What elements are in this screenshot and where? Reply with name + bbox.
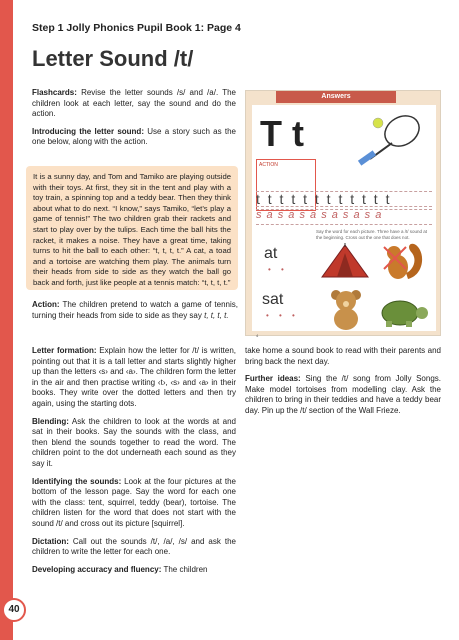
- formation-heading: Letter formation:: [32, 346, 97, 355]
- page-header: Step 1 Jolly Phonics Pupil Book 1: Page 4: [32, 22, 241, 34]
- introducing-heading: Introducing the letter sound:: [32, 126, 144, 136]
- sound-dots-at: • •: [268, 265, 288, 274]
- left-column-bottom: [32, 346, 236, 582]
- trace-sa-letters: s a s a s a s a s a s a: [256, 209, 383, 221]
- flashcards-text: Revise the letter sounds /s/ and /a/. The children look at each letter, say the sound and do the action.: [32, 88, 236, 119]
- action-heading: Action:: [32, 300, 60, 309]
- dictation-heading: Dictation:: [32, 536, 69, 546]
- identifying-text: Look at the four pictures at the bottom of the lesson page. Say the word for each one with the class: tent, squirrel, teddy (bear), tortoise. The children listen for the word that does not start with the sound /t/ and cross out its picture [squirrel].: [32, 476, 236, 528]
- tennis-racket-icon: [352, 109, 430, 169]
- tent-icon: [320, 243, 370, 281]
- introducing-text: Use a story such as the one below, along with the action.: [32, 126, 236, 147]
- further-paragraph: [245, 374, 441, 416]
- answers-label: Answers: [276, 91, 396, 103]
- picture-instruction: Say the word for each picture. Three have a /t/ sound at the beginning. Cross out the one that does not.: [316, 229, 427, 240]
- dictation-paragraph: [32, 537, 236, 558]
- accuracy-paragraph: [32, 565, 236, 576]
- dictation-text: Call out the sounds /t/, /a/, /s/ and ask the children to write the letter for each one.: [32, 536, 236, 557]
- tortoise-icon: [376, 293, 430, 329]
- introducing-paragraph: [32, 127, 236, 148]
- action-text: The children pretend to watch a game of tennis, turning their heads from side to side as they say: [32, 300, 238, 320]
- answers-panel: [245, 90, 441, 336]
- accuracy-heading: Developing accuracy and fluency:: [32, 564, 162, 574]
- blending-text: Ask the children to look at the words at and sat in their books. Say the sounds with the class, and then blend the sounds together to read the word. The children point to the dot underneath each sound as they say it.: [32, 416, 236, 468]
- action-italic: t, t, t, t.: [204, 310, 229, 320]
- teddy-bear-icon: [324, 287, 368, 331]
- sound-dots-sat: • • •: [266, 311, 299, 320]
- pupil-page-preview: [252, 105, 436, 338]
- action-paragraph: [32, 300, 238, 321]
- flashcards-heading: Flashcards:: [32, 88, 77, 97]
- action-block: [32, 300, 238, 328]
- blending-paragraph: [32, 417, 236, 470]
- right-column: [245, 346, 441, 424]
- flashcards-paragraph: [32, 88, 236, 120]
- squirrel-icon: [378, 239, 428, 283]
- big-letter-Tt: T t: [260, 113, 304, 154]
- accuracy-text: The children: [161, 564, 208, 574]
- story-box: It is a sunny day, and Tom and Tamiko are playing outside with their toys. At first, they sit in the tent and play with a toy train, a spinning top and a teddy bear. Then they think about what to do next. “I know,” says Tamiko, “let’s play a game of tennis!” The two children grab their rackets and start to play over by the tulips. Each time the ball hits the racket, it makes a noise. They have a great time, taking turns to hit the ball to each other: “t, t, t, t.” A cat, a toad and a tortoise are watching them play. The animals turn their heads from side to side as they watch the ball go back and forth, just like people at a tennis match: “t, t, t, t.”: [26, 166, 238, 290]
- identifying-heading: Identifying the sounds:: [32, 476, 122, 486]
- formation-text: Explain how the letter for /t/ is written, pointing out that it is a tall letter and starts slightly higher up than the letters ‹s› and ‹a›. The children form the letter in the air and then practise writing ‹t›, ‹s› and ‹a› in their books. They write over the dotted letters and then try again, using the starting dots.: [32, 346, 237, 408]
- word-at: at: [264, 245, 278, 262]
- left-margin-bar: [0, 0, 13, 640]
- page-title: Letter Sound /t/: [32, 46, 194, 71]
- formation-paragraph: [32, 346, 236, 410]
- further-text: Sing the /t/ song from Jolly Songs. Make model tortoises from modelling clay. Ask the children to bring in their teddies and have a teddy bear day. Pin up the /t/ section of the Wall Frieze.: [245, 374, 442, 415]
- pupil-page-number: 4: [256, 333, 259, 338]
- further-heading: Further ideas:: [245, 374, 301, 384]
- continued-paragraph: take home a sound book to read with their parents and bring back the next day.: [245, 346, 441, 366]
- identifying-paragraph: [32, 477, 236, 530]
- left-column-top: [32, 88, 236, 155]
- page-number: 40: [2, 598, 26, 622]
- word-sat: sat: [262, 291, 284, 308]
- blending-heading: Blending:: [32, 416, 69, 426]
- action-box-label: ACTION: [259, 162, 278, 168]
- trace-t-letters: t t t t t t t t t t t t: [256, 191, 392, 207]
